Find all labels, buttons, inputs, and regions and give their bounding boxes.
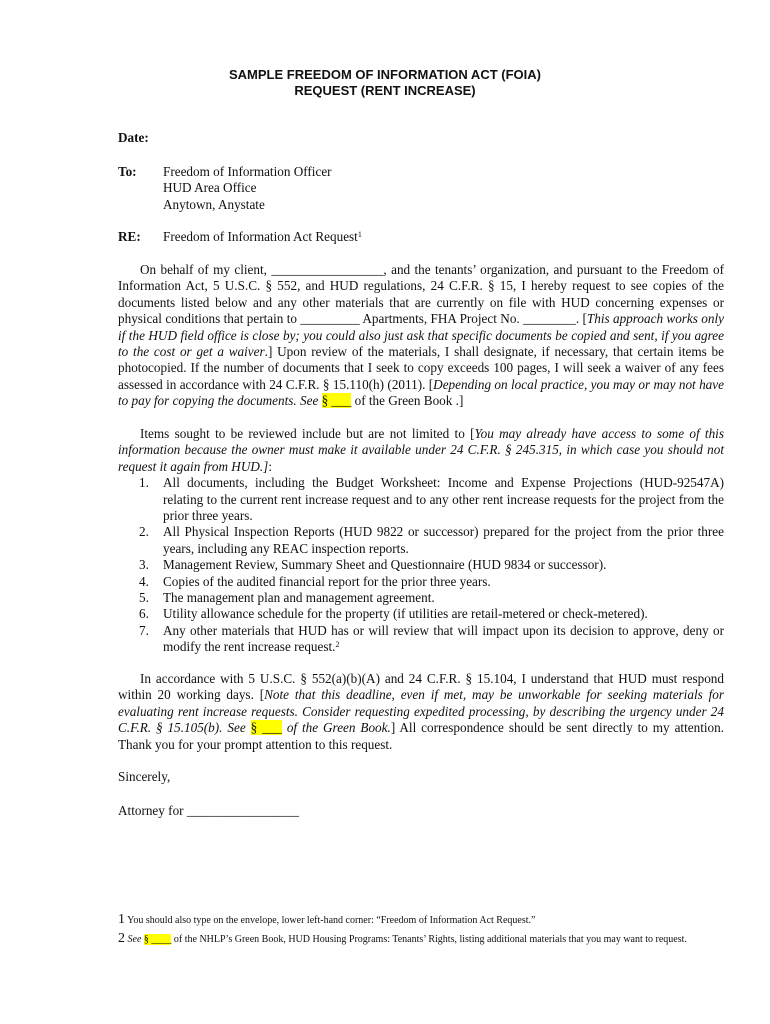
- list-number: 1.: [139, 475, 149, 491]
- list-item: [118, 574, 724, 590]
- list-item-text: All Physical Inspection Reports (HUD 9822 or successor) prepared for the project from the prior three years, including any REAC inspection reports.: [163, 524, 724, 556]
- list-item: [118, 557, 724, 573]
- to-label: To:: [118, 164, 137, 179]
- request-paragraph: [118, 262, 724, 410]
- footnote-number: 1: [118, 912, 125, 927]
- highlighted-section-ref: § ___: [321, 393, 352, 409]
- items-paragraph: [118, 426, 724, 656]
- list-item: [118, 590, 724, 606]
- highlighted-section-ref: § ____: [143, 934, 172, 945]
- paragraph-note: You may already have access to some of this information because the owner must make it available under 24 C.F.R. § 245.315, in which case you should not request it again from HUD.]: [118, 426, 724, 474]
- list-item: [118, 623, 724, 656]
- document-title-line2: REQUEST (RENT INCREASE): [294, 83, 476, 98]
- list-item-text: Utility allowance schedule for the property (if utilities are retail-metered or check-metered).: [163, 606, 648, 622]
- recipient-line: HUD Area Office: [163, 180, 257, 196]
- paragraph-text: .] Upon review of the materials, I shall designate, if necessary, that certain items be photocopied. If the number of documents that I seek to copy exceeds 100 pages, I will seek a waiver of any fees assessed in accordance with 24 C.F.R. § 15.110(h) (2011). [: [118, 344, 725, 392]
- footnote-text: of the NHLP’s Green Book, HUD Housing Programs: Tenants’ Rights, listing additional materials that you may want to request.: [171, 934, 687, 945]
- list-number: 5.: [139, 590, 149, 606]
- footnote-2: [118, 931, 728, 947]
- paragraph-text: :: [268, 458, 272, 474]
- list-item-text: All documents, including the Budget Worksheet: Income and Expense Projections (HUD-92547A) relating to the current rent increase request and to any other rent increase requests for the project from the prior three years.: [163, 475, 724, 524]
- list-number: 2.: [139, 524, 149, 540]
- closing-salutation: Sincerely,: [118, 769, 171, 784]
- paragraph-text: On behalf of my client, _________________, and the tenants’ organization, and pursuant to the Freedom of Information Act, 5 U.S.C. § 552, and HUD regulations, 24 C.F.R. § 15, I hereby request to see copies of the documents listed below and any other materials that are currently on file with HUD concerning expenses or physical conditions that pertain to _________ Apartments, FHA Project No. ________. [: [118, 262, 724, 327]
- footnote-number: 2: [118, 931, 125, 946]
- recipient-line: Anytown, Anystate: [163, 196, 265, 212]
- footnote-1: [118, 912, 728, 928]
- list-item-text: Copies of the audited financial report for the prior three years.: [163, 573, 491, 589]
- paragraph-note: Depending on local practice, you may or may not have to pay for copying the documents. See: [118, 376, 724, 409]
- list-number: 4.: [139, 573, 149, 589]
- paragraph-note: This approach works only if the HUD field office is close by; you could also just ask that specific documents be copied and sent, if you agree to the cost or get a waiver: [118, 311, 724, 360]
- paragraph-text: ] All correspondence should be sent directly to my attention. Thank you for your prompt attention to this request.: [118, 720, 725, 752]
- list-item: [118, 475, 724, 524]
- signature-line: Attorney for _________________: [118, 803, 299, 818]
- list-item: [118, 606, 724, 622]
- list-number: 3.: [139, 557, 149, 573]
- list-item-text: Any other materials that HUD has or will review that will impact upon its decision to approve, deny or modify the rent increase request.: [163, 622, 724, 655]
- footnote-see: See: [125, 934, 142, 945]
- list-number: 6.: [139, 606, 149, 622]
- re-label: RE:: [118, 229, 141, 244]
- date-label: Date:: [118, 130, 149, 145]
- paragraph-note: Note that this deadline, even if met, may be unworkable for seeking materials for evaluating rent increase requests. Consider requesting expedited processing, by describing the urgency under 24 C.F.R. § 15.105(b). See: [118, 687, 724, 736]
- paragraph-note: of the Green Book.: [281, 720, 391, 736]
- deadline-paragraph: [118, 671, 724, 753]
- footnote-text: You should also type on the envelope, lower left-hand corner: “Freedom of Information Act Request.”: [125, 915, 536, 926]
- paragraph-text: Items sought to be reviewed include but are not limited to [: [140, 426, 475, 441]
- recipient-address: [163, 164, 332, 213]
- document-title-line1: SAMPLE FREEDOM OF INFORMATION ACT (FOIA): [229, 67, 541, 82]
- highlighted-section-ref: § ___: [250, 720, 282, 736]
- subject-line: [163, 229, 362, 245]
- footnote-ref-1: 1: [357, 230, 362, 239]
- footnote-ref-2: 2: [335, 640, 340, 650]
- paragraph-text: of the Green Book .]: [351, 393, 464, 409]
- list-item-text: The management plan and management agreement.: [163, 590, 435, 606]
- recipient-line: Freedom of Information Officer: [163, 164, 332, 179]
- list-item: [118, 524, 724, 557]
- paragraph-text: In accordance with 5 U.S.C. § 552(a)(b)(A) and 24 C.F.R. § 15.104, I understand that HUD must respond within 20 working days. [: [118, 671, 724, 703]
- subject-text: Freedom of Information Act Request: [163, 229, 358, 244]
- list-number: 7.: [139, 622, 149, 638]
- requested-items-list: [118, 475, 724, 655]
- list-item-text: Management Review, Summary Sheet and Questionnaire (HUD 9834 or successor).: [163, 557, 607, 573]
